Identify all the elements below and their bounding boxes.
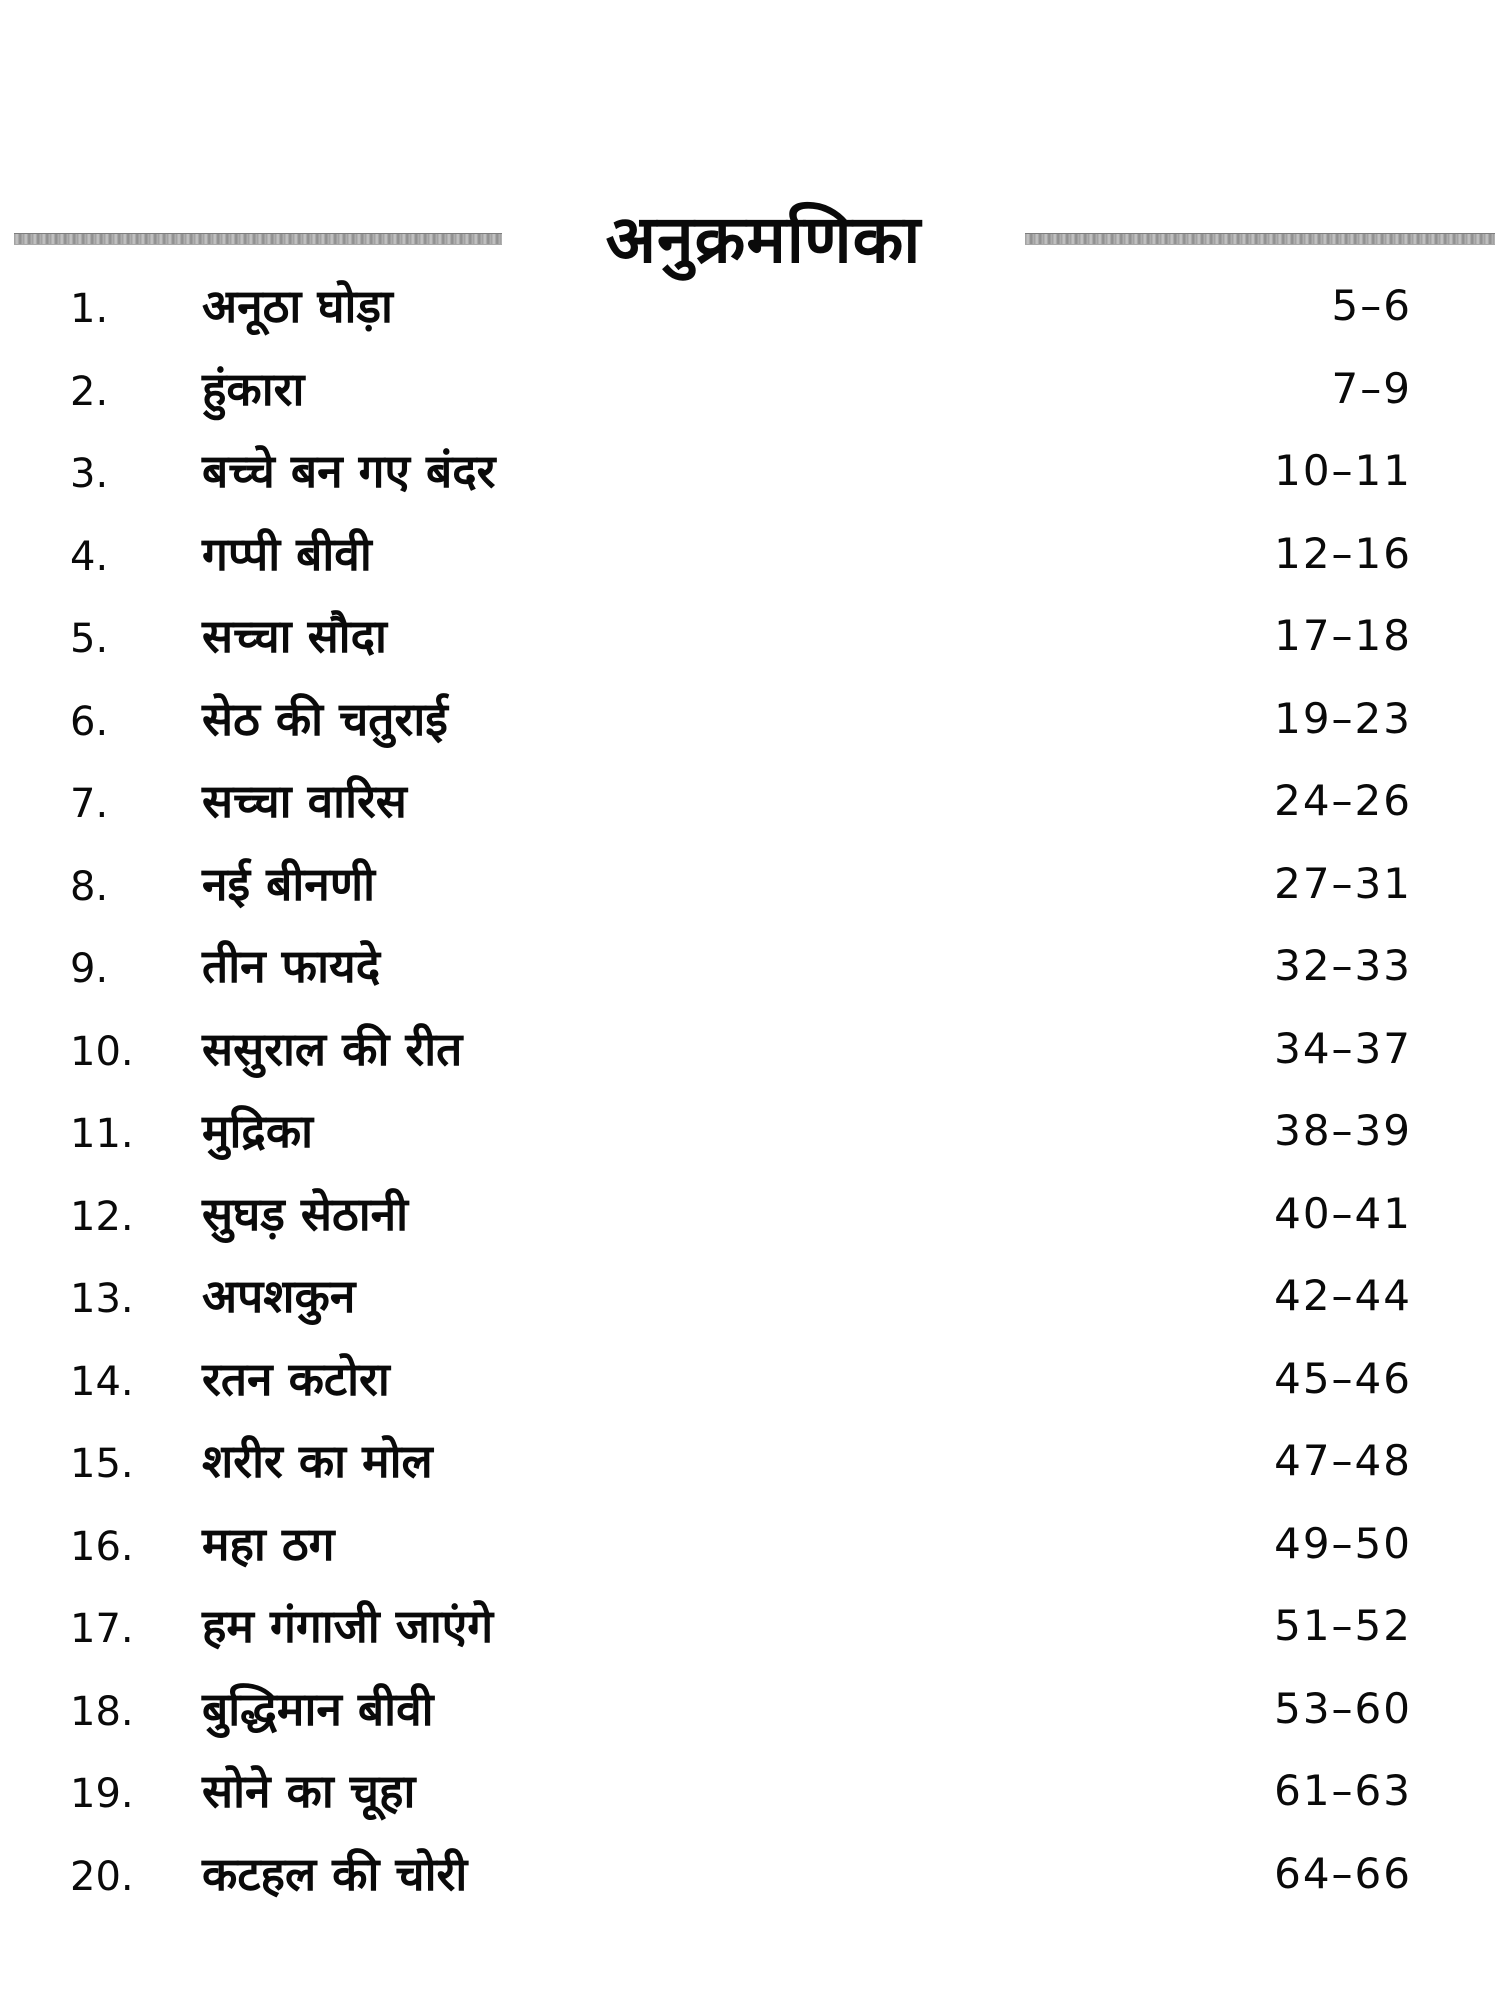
toc-entry [0, 1095, 1500, 1178]
entry-number: 1. [70, 286, 109, 332]
entry-number: 17. [70, 1606, 134, 1652]
toc-entry [0, 600, 1500, 683]
toc-entry [0, 1178, 1500, 1261]
toc-entry [0, 1343, 1500, 1426]
toc-list [0, 270, 1500, 1920]
entry-page-range: 10–11 [1274, 446, 1412, 495]
entry-page-range: 42–44 [1274, 1271, 1412, 1320]
entry-page-range: 27–31 [1274, 858, 1412, 908]
entry-title: बच्चे बन गए बंदर [202, 444, 496, 498]
toc-entry [0, 1755, 1500, 1838]
entry-page-range: 12–16 [1274, 528, 1412, 578]
entry-page-range: 32–33 [1274, 941, 1412, 990]
entry-number: 14. [70, 1358, 134, 1405]
entry-number: 8. [70, 863, 109, 910]
toc-entry [0, 435, 1500, 518]
entry-page-range: 53–60 [1274, 1683, 1412, 1733]
entry-title: अपशकुन [202, 1269, 356, 1323]
entry-title: हुंकारा [202, 361, 305, 416]
toc-entry [0, 848, 1500, 931]
entry-title: सुघड़ सेठानी [202, 1186, 409, 1241]
entry-number: 10. [70, 1028, 134, 1075]
entry-title: सच्चा सौदा [202, 609, 387, 663]
entry-number: 12. [70, 1193, 134, 1240]
entry-number: 7. [70, 781, 109, 827]
entry-page-range: 47–48 [1274, 1436, 1412, 1485]
entry-page-range: 24–26 [1274, 776, 1412, 825]
entry-title: नई बीनणी [202, 856, 376, 911]
toc-entry [0, 270, 1500, 353]
entry-title: कटहल की चोरी [202, 1846, 468, 1901]
entry-page-range: 61–63 [1274, 1766, 1412, 1815]
entry-title: मुद्रिका [202, 1104, 314, 1158]
entry-number: 4. [70, 533, 109, 580]
toc-entry [0, 1838, 1500, 1921]
entry-title: बुद्धिमान बीवी [202, 1681, 434, 1736]
entry-page-range: 5–6 [1331, 281, 1412, 330]
toc-entry [0, 930, 1500, 1013]
entry-title: ससुराल की रीत [202, 1021, 463, 1076]
toc-entry [0, 683, 1500, 766]
entry-number: 2. [70, 368, 109, 415]
entry-page-range: 7–9 [1331, 363, 1412, 413]
entry-page-range: 49–50 [1274, 1518, 1412, 1568]
entry-title: गप्पी बीवी [202, 526, 372, 581]
entry-number: 18. [70, 1688, 134, 1735]
entry-number: 9. [70, 946, 109, 992]
entry-number: 19. [70, 1771, 134, 1817]
entry-number: 11. [70, 1111, 134, 1157]
entry-page-range: 45–46 [1274, 1353, 1412, 1403]
entry-number: 13. [70, 1276, 134, 1322]
toc-entry [0, 518, 1500, 601]
entry-number: 5. [70, 616, 109, 662]
toc-entry [0, 1260, 1500, 1343]
entry-page-range: 51–52 [1274, 1601, 1412, 1650]
toc-entry [0, 1425, 1500, 1508]
entry-page-range: 17–18 [1274, 611, 1412, 660]
toc-entry [0, 1590, 1500, 1673]
entry-page-range: 64–66 [1274, 1848, 1412, 1898]
entry-title: तीन फायदे [202, 939, 381, 993]
decorative-rule-right [1025, 233, 1495, 245]
entry-page-range: 19–23 [1274, 693, 1412, 743]
entry-number: 15. [70, 1441, 134, 1487]
entry-number: 20. [70, 1853, 134, 1900]
entry-title: सोने का चूहा [202, 1764, 416, 1818]
entry-number: 3. [70, 451, 109, 497]
entry-title: सेठ की चतुराई [202, 691, 448, 746]
entry-page-range: 40–41 [1274, 1188, 1412, 1238]
entry-number: 6. [70, 698, 109, 745]
entry-title: सच्चा वारिस [202, 774, 407, 828]
entry-title: हम गंगाजी जाएंगे [202, 1599, 494, 1653]
page-title: अनुक्रमणिका [605, 201, 922, 278]
entry-title: अनूठा घोड़ा [202, 279, 393, 333]
entry-number: 16. [70, 1523, 134, 1570]
entry-page-range: 38–39 [1274, 1106, 1412, 1155]
toc-entry [0, 353, 1500, 436]
toc-entry [0, 1508, 1500, 1591]
toc-entry [0, 765, 1500, 848]
toc-entry [0, 1013, 1500, 1096]
entry-title: शरीर का मोल [202, 1434, 433, 1488]
entry-title: महा ठग [202, 1516, 335, 1571]
entry-title: रतन कटोरा [202, 1351, 390, 1406]
toc-entry [0, 1673, 1500, 1756]
entry-page-range: 34–37 [1274, 1023, 1412, 1073]
decorative-rule-left [14, 233, 502, 245]
